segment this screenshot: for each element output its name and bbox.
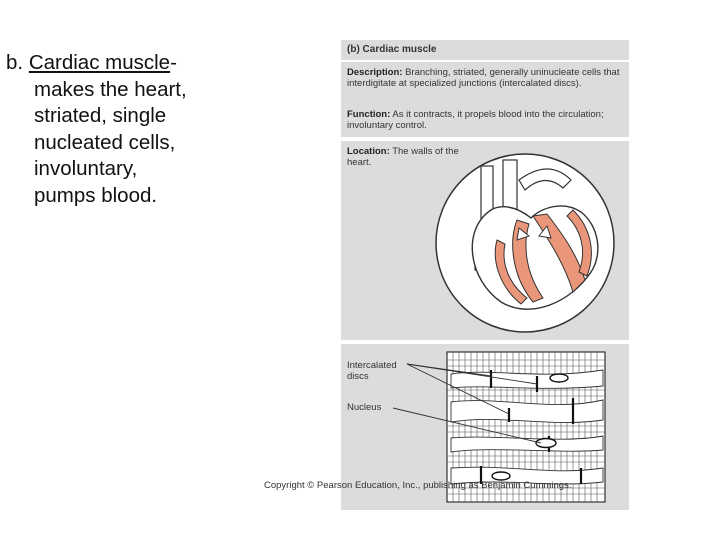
description-body: Branching, striated, generally uninucleate cells that interdigitate at specialized junctions (intercalated discs). [347, 67, 620, 89]
slide-line-1: makes the heart, [34, 77, 187, 101]
figure-illustrations [341, 40, 629, 510]
copyright-notice: Copyright © Pearson Education, Inc., publishing as Benjamin Cummings. [264, 480, 572, 491]
figure-title: (b) Cardiac muscle [347, 44, 437, 55]
list-prefix: b. [6, 51, 24, 74]
slide-line-2: striated, single [34, 104, 167, 127]
nucleus-label: Nucleus [347, 402, 382, 413]
heading-suffix: - [170, 51, 177, 74]
slide-heading: Cardiac muscle [28, 51, 171, 74]
location-body: The walls of the heart. [347, 146, 459, 168]
slide-line-4: involuntary, [34, 157, 138, 180]
heading-line [6, 50, 236, 77]
heart-illustration [436, 154, 614, 332]
slide-line-5: pumps blood. [34, 183, 158, 207]
slide-line-3: nucleated cells, [34, 130, 176, 154]
slide-text [6, 50, 236, 209]
function-label: Function: [347, 109, 391, 120]
location-label: Location: [347, 146, 390, 157]
intercalated-discs-label: Intercalated discs [347, 360, 397, 382]
description-label: Description: [347, 67, 403, 78]
function-body: As it contracts, it propels blood into the circulation; involuntary control. [347, 109, 604, 131]
